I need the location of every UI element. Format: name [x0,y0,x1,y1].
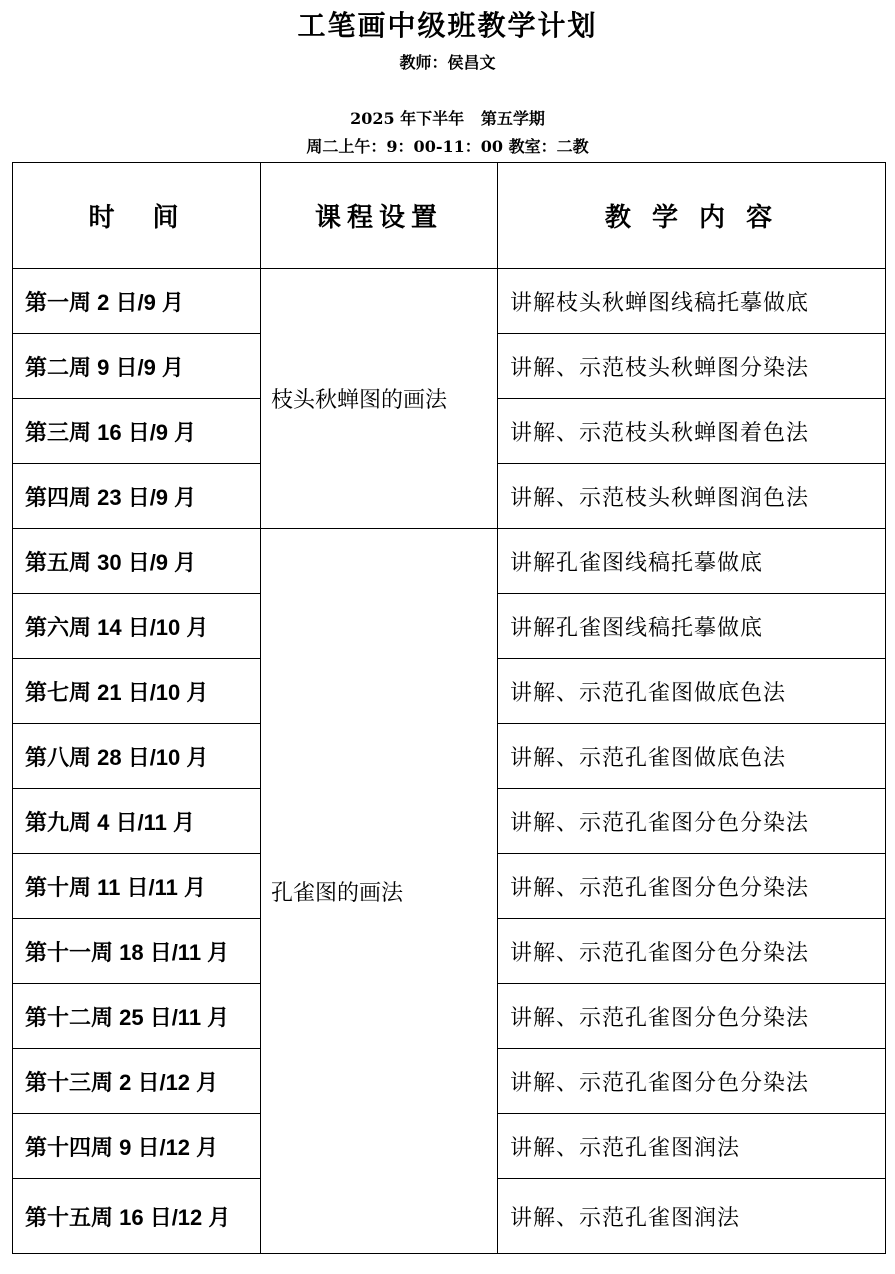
term-info: 2025 年下半年 第五学期 [350,109,545,128]
row-time: 第六周 14 日/10 月 [13,594,261,659]
row-content: 讲解、示范孔雀图做底色法 [498,659,886,724]
teaching-plan-table [12,162,886,1254]
row-content: 讲解孔雀图线稿托摹做底 [498,529,886,594]
document-title: 工笔画中级班教学计划 [297,9,598,42]
schedule-info: 周二上午：9：00-11：00 教室：二教 [306,137,589,156]
row-time: 第十五周 16 日/12 月 [13,1179,261,1254]
row-content: 讲解、示范孔雀图润法 [498,1179,886,1254]
row-content: 讲解枝头秋蝉图线稿托摹做底 [498,269,886,334]
row-time: 第十一周 18 日/11 月 [13,919,261,984]
row-content: 讲解、示范孔雀图润法 [498,1114,886,1179]
header-course: 课程设置 [261,163,498,269]
row-content: 讲解、示范孔雀图分色分染法 [498,1049,886,1114]
row-time: 第十三周 2 日/12 月 [13,1049,261,1114]
header-content: 教 学 内 容 [498,163,886,269]
row-content: 讲解孔雀图线稿托摹做底 [498,594,886,659]
teacher-name: 教师：侯昌文 [399,53,496,72]
row-content: 讲解、示范孔雀图分色分染法 [498,854,886,919]
row-time: 第一周 2 日/9 月 [13,269,261,334]
table-header-row [13,163,886,269]
row-content: 讲解、示范孔雀图分色分染法 [498,919,886,984]
header-time: 时 间 [13,163,261,269]
row-time: 第十四周 9 日/12 月 [13,1114,261,1179]
course-group-2: 孔雀图的画法 [261,529,498,1254]
course-group-1: 枝头秋蝉图的画法 [261,269,498,529]
row-time: 第三周 16 日/9 月 [13,399,261,464]
row-time: 第九周 4 日/11 月 [13,789,261,854]
row-time: 第十周 11 日/11 月 [13,854,261,919]
row-time: 第二周 9 日/9 月 [13,334,261,399]
table-row [13,529,886,594]
row-content: 讲解、示范孔雀图分色分染法 [498,984,886,1049]
row-content: 讲解、示范孔雀图做底色法 [498,724,886,789]
row-time: 第十二周 25 日/11 月 [13,984,261,1049]
row-time: 第七周 21 日/10 月 [13,659,261,724]
row-time: 第五周 30 日/9 月 [13,529,261,594]
row-content: 讲解、示范枝头秋蝉图分染法 [498,334,886,399]
row-time: 第八周 28 日/10 月 [13,724,261,789]
table-row [13,269,886,334]
row-time: 第四周 23 日/9 月 [13,464,261,529]
row-content: 讲解、示范枝头秋蝉图润色法 [498,464,886,529]
row-content: 讲解、示范孔雀图分色分染法 [498,789,886,854]
row-content: 讲解、示范枝头秋蝉图着色法 [498,399,886,464]
